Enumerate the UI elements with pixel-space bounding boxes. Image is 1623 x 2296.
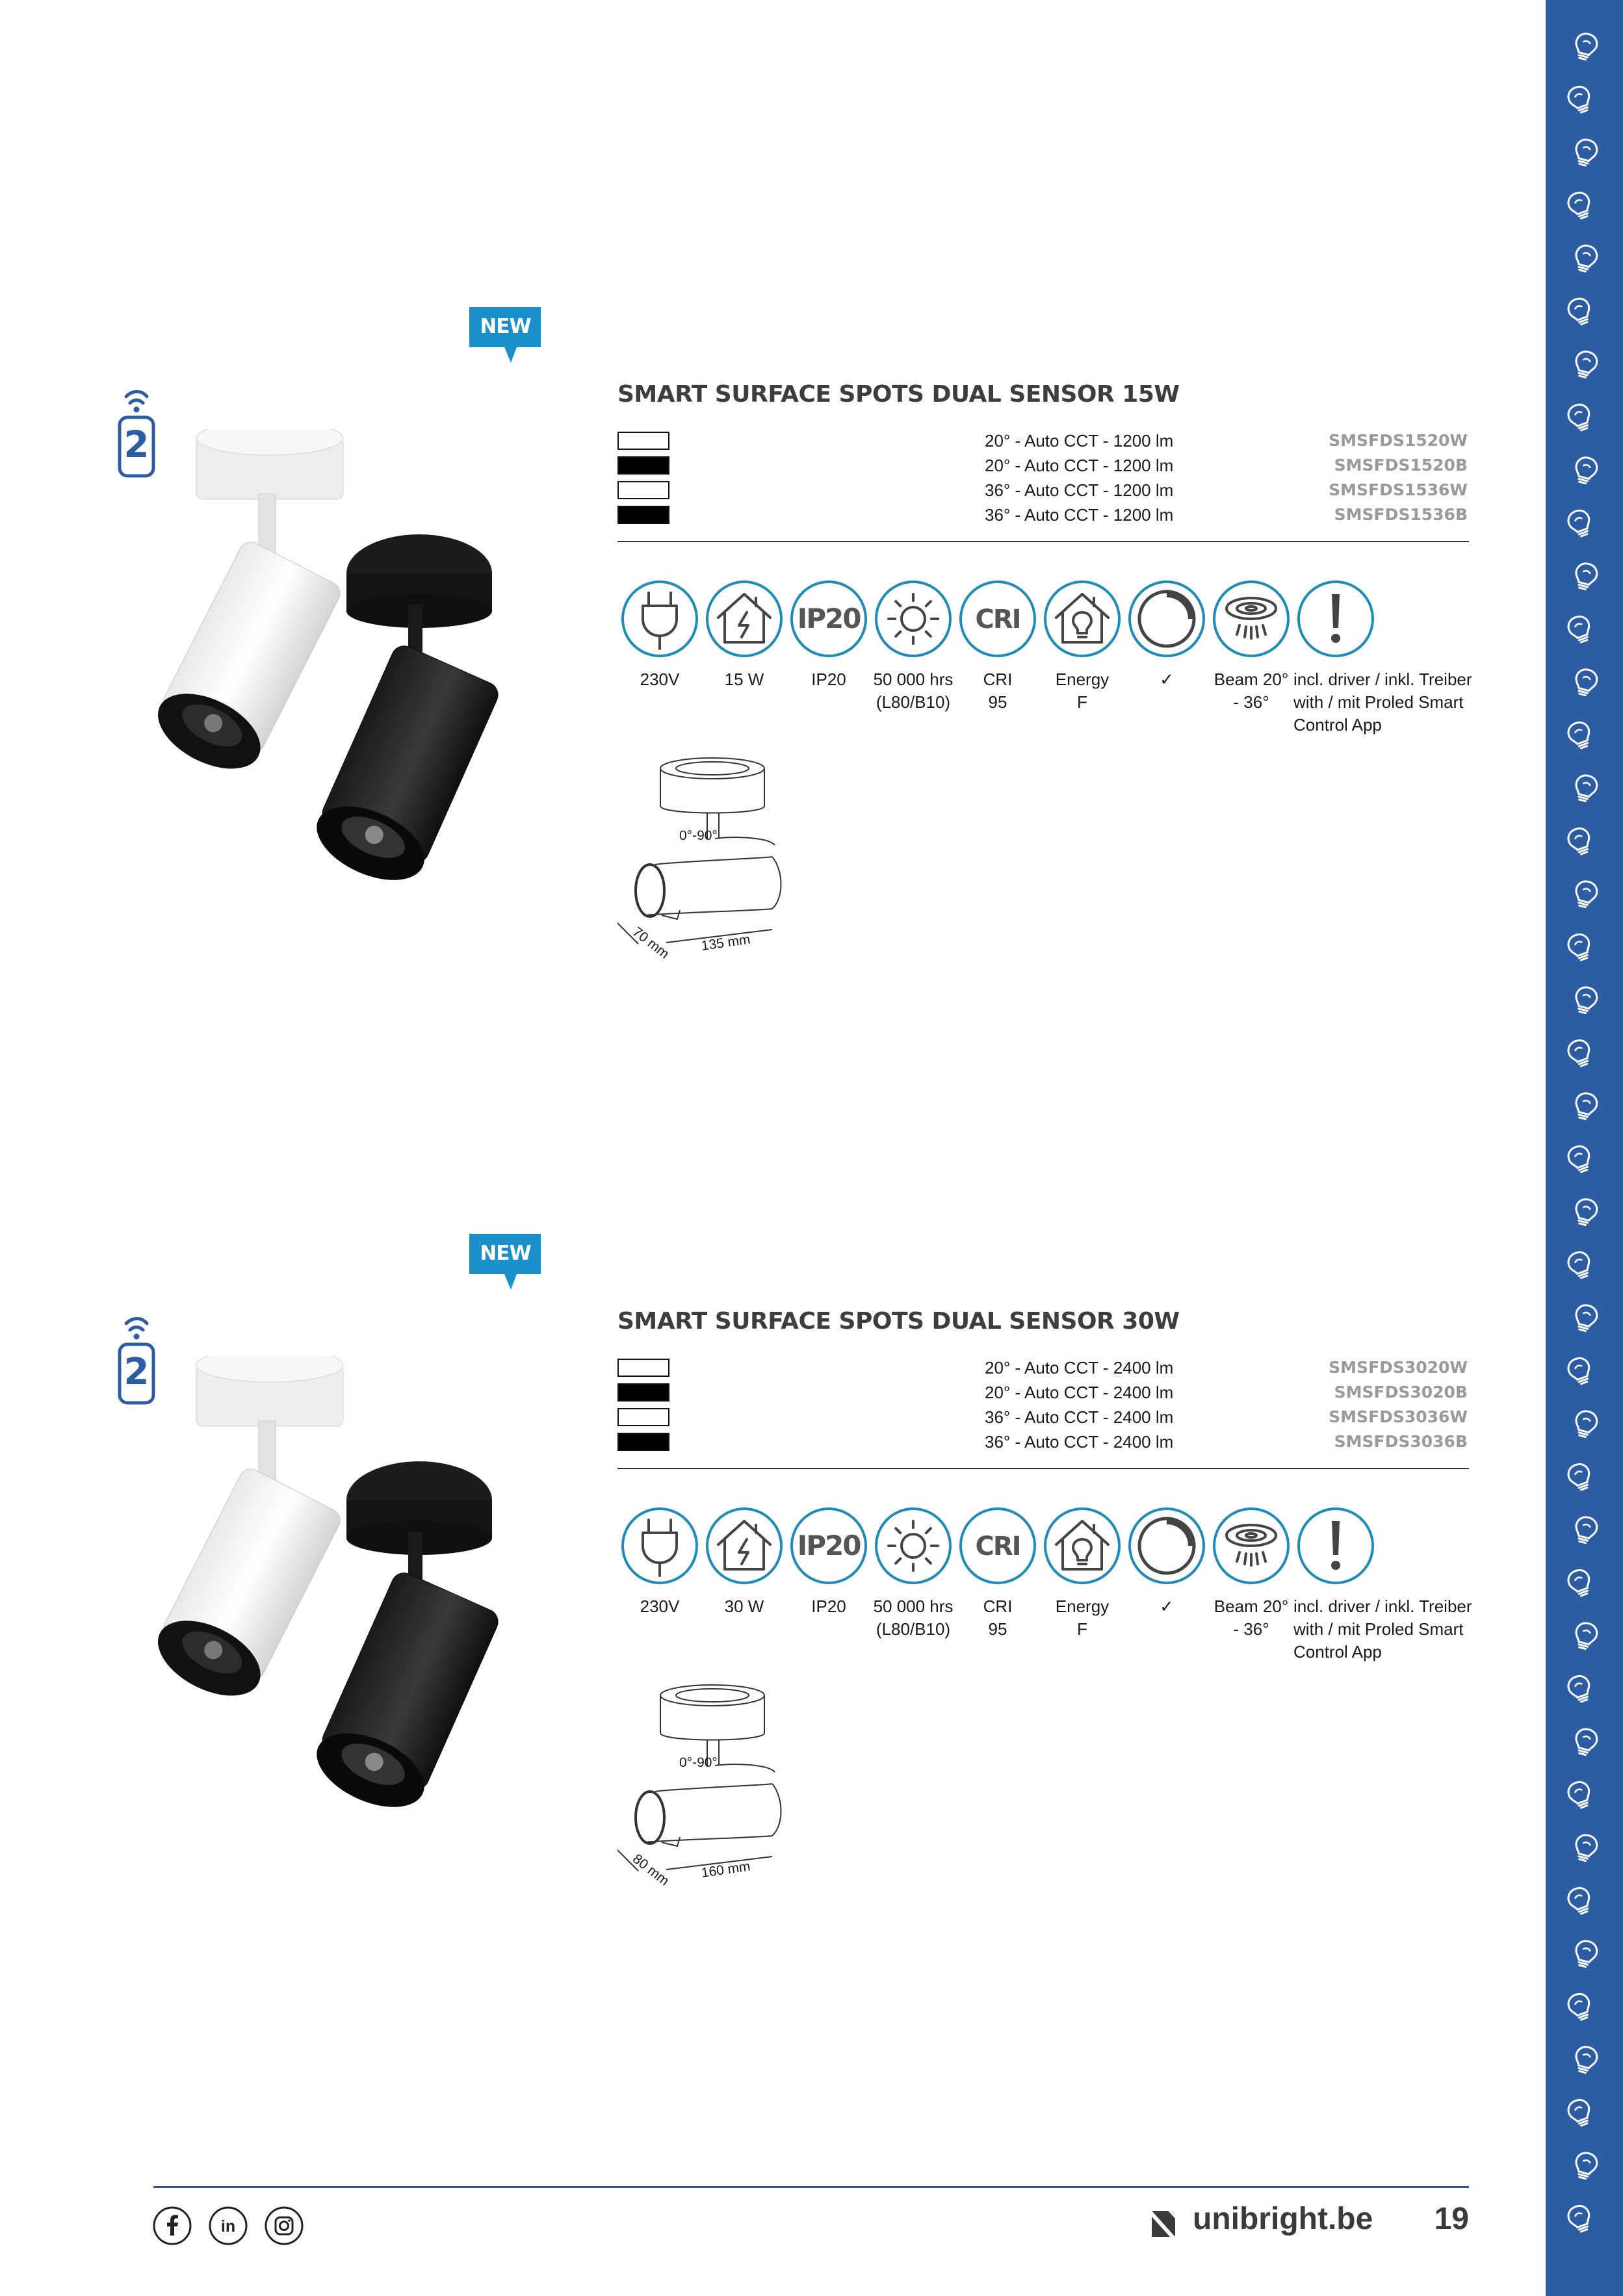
- bulb-icon: [1572, 2044, 1599, 2074]
- bulb-icon: [1572, 1303, 1599, 1333]
- variant-code: SMSFDS3036W: [1329, 1407, 1468, 1426]
- spec-label: Energy F: [1055, 1597, 1110, 1639]
- bulb-icon: [1566, 1567, 1594, 1598]
- spec-icons: [617, 579, 1475, 748]
- plug-icon: [619, 579, 700, 659]
- finish-swatch-white: [617, 481, 669, 499]
- bulb-icon: [1572, 985, 1599, 1015]
- spec-label: 50 000 hrs (L80/B10): [873, 670, 954, 712]
- bulb-icon: [1572, 1621, 1599, 1650]
- ip20-icon: [788, 579, 869, 659]
- house-bulb-icon: [1042, 579, 1123, 659]
- bulb-icon: [1572, 2150, 1599, 2180]
- bulb-icon: [1572, 561, 1599, 591]
- variant-row: [617, 1430, 1469, 1455]
- finish-swatch-white: [617, 1359, 669, 1377]
- spec-label: incl. driver / inkl. Treiber with / mit Proled Smart Control App: [1293, 670, 1472, 735]
- exclamation-icon: [1295, 579, 1376, 659]
- bulb-icon: [1566, 1143, 1594, 1175]
- spec-label: 230V: [640, 1597, 680, 1616]
- variant-code: SMSFDS3020W: [1329, 1358, 1468, 1377]
- beam-icon: [1211, 579, 1292, 659]
- svg-text:in: in: [220, 2217, 236, 2236]
- spec-label: Energy F: [1055, 670, 1110, 712]
- beam-icon: [1211, 1506, 1292, 1586]
- bulb-icon: [1566, 1037, 1594, 1069]
- finish-swatch-black: [617, 1383, 669, 1402]
- bulb-icon: [1572, 455, 1599, 485]
- bulb-icon: [1572, 1515, 1599, 1545]
- instagram-icon[interactable]: [264, 2206, 304, 2246]
- facebook-icon[interactable]: [152, 2206, 192, 2246]
- bulb-icon: [1566, 826, 1594, 857]
- new-badge: [468, 1233, 543, 1291]
- finish-swatch-black: [617, 506, 669, 524]
- svg-text:70 mm: 70 mm: [629, 924, 672, 962]
- spec-label: 230V: [640, 670, 680, 689]
- house-lightning-icon: [704, 1506, 785, 1586]
- spec-label: Beam 20° - 36°: [1214, 670, 1289, 712]
- bulb-icon: [1572, 1091, 1599, 1121]
- bulb-icon: [1566, 1461, 1594, 1493]
- sun-icon: [873, 1506, 954, 1586]
- variant-description: 20° - Auto CCT - 1200 lm: [985, 431, 1174, 450]
- spec-label: 15 W: [724, 670, 764, 689]
- remote-number: 2: [123, 1351, 149, 1393]
- bulb-icon: [1566, 614, 1594, 645]
- unibright-logo-icon: [1150, 2210, 1176, 2238]
- bulb-pattern: [1546, 0, 1623, 2296]
- bulb-icon: [1566, 720, 1594, 751]
- bulb-icon: [1566, 1249, 1594, 1281]
- bulb-icon: [1572, 1833, 1599, 1862]
- bulb-icon: [1572, 773, 1599, 803]
- variant-code: SMSFDS1536B: [1334, 505, 1468, 524]
- svg-text:CRI: CRI: [975, 1532, 1020, 1561]
- remote-number: 2: [123, 424, 149, 466]
- finish-swatch-white: [617, 1408, 669, 1426]
- dimension-diagram: [617, 754, 825, 975]
- bulb-icon: [1566, 2097, 1594, 2128]
- bulb-icon: [1566, 1673, 1594, 1704]
- cri-icon: [957, 1506, 1038, 1586]
- exclamation-icon: [1295, 1506, 1376, 1586]
- bulb-icon: [1566, 508, 1594, 539]
- spec-label: IP20: [811, 670, 846, 689]
- variant-list: [617, 1356, 1469, 1455]
- bulb-icon: [1572, 1938, 1599, 1968]
- bulb-icon: [1566, 190, 1594, 221]
- product-title: SMART SURFACE SPOTS DUAL SENSOR 30W: [617, 1308, 1180, 1335]
- bulb-icon: [1572, 1409, 1599, 1439]
- variant-description: 20° - Auto CCT - 1200 lm: [985, 456, 1174, 475]
- variant-row: [617, 1405, 1469, 1430]
- new-badge-label: NEW: [480, 315, 531, 338]
- variant-row: [617, 1356, 1469, 1381]
- svg-text:80 mm: 80 mm: [629, 1851, 672, 1889]
- variant-code: SMSFDS3036B: [1334, 1432, 1468, 1451]
- product-photo: [130, 1356, 559, 1837]
- spec-label: incl. driver / inkl. Treiber with / mit Proled Smart Control App: [1293, 1597, 1472, 1662]
- page-number: 19: [1434, 2202, 1469, 2236]
- spec-label: CRI 95: [983, 1597, 1013, 1639]
- variant-description: 20° - Auto CCT - 2400 lm: [985, 1358, 1174, 1377]
- finish-swatch-white: [617, 432, 669, 450]
- product-title: SMART SURFACE SPOTS DUAL SENSOR 15W: [617, 381, 1180, 408]
- bulb-icon: [1566, 1779, 1594, 1810]
- finish-swatch-black: [617, 456, 669, 475]
- spec-label: 50 000 hrs (L80/B10): [873, 1597, 954, 1639]
- sun-icon: [873, 579, 954, 659]
- bulb-icon: [1566, 2203, 1594, 2234]
- spec-icons: [617, 1506, 1475, 1675]
- variant-description: 36° - Auto CCT - 2400 lm: [985, 1407, 1174, 1427]
- variant-row: [617, 429, 1469, 454]
- bulb-icon: [1572, 879, 1599, 909]
- svg-text:IP20: IP20: [797, 603, 861, 634]
- svg-text:CRI: CRI: [975, 605, 1020, 634]
- side-strip: [1546, 0, 1623, 2296]
- dimmable-icon: [1126, 1506, 1207, 1586]
- new-badge: [468, 306, 543, 364]
- bulb-icon: [1566, 296, 1594, 327]
- variant-code: SMSFDS1520B: [1334, 456, 1468, 475]
- bulb-icon: [1572, 1727, 1599, 1756]
- variant-code: SMSFDS1520W: [1329, 431, 1468, 450]
- house-bulb-icon: [1042, 1506, 1123, 1586]
- variant-description: 20° - Auto CCT - 2400 lm: [985, 1383, 1174, 1402]
- bulb-icon: [1572, 667, 1599, 697]
- bulb-icon: [1572, 349, 1599, 379]
- footer-rule: [153, 2186, 1469, 2188]
- ip20-icon: [788, 1506, 869, 1586]
- variant-row: [617, 454, 1469, 478]
- spec-label: Beam 20° - 36°: [1214, 1597, 1289, 1639]
- finish-swatch-black: [617, 1433, 669, 1451]
- svg-text:135 mm: 135 mm: [700, 932, 751, 954]
- bulb-icon: [1566, 1991, 1594, 2022]
- variant-code: SMSFDS1536W: [1329, 480, 1468, 499]
- spec-label: 30 W: [724, 1597, 764, 1616]
- spec-label: IP20: [811, 1597, 846, 1616]
- variant-row: [617, 478, 1469, 503]
- bulb-icon: [1566, 932, 1594, 963]
- dimmable-icon: [1126, 579, 1207, 659]
- variant-code: SMSFDS3020B: [1334, 1383, 1468, 1402]
- svg-text:0°-90°: 0°-90°: [679, 1755, 718, 1770]
- bulb-icon: [1572, 1197, 1599, 1227]
- svg-text:160 mm: 160 mm: [700, 1859, 751, 1881]
- spec-label: ✓: [1160, 1597, 1174, 1616]
- dimension-diagram: [617, 1681, 825, 1902]
- cri-icon: [957, 579, 1038, 659]
- spec-label: ✓: [1160, 670, 1174, 689]
- variant-list: [617, 429, 1469, 528]
- svg-text:IP20: IP20: [797, 1530, 861, 1561]
- bulb-icon: [1566, 84, 1594, 115]
- svg-text:0°-90°: 0°-90°: [679, 828, 718, 843]
- bulb-icon: [1566, 402, 1594, 433]
- variant-description: 36° - Auto CCT - 1200 lm: [985, 480, 1174, 500]
- bulb-icon: [1566, 1355, 1594, 1387]
- variant-row: [617, 1381, 1469, 1405]
- house-lightning-icon: [704, 579, 785, 659]
- bulb-icon: [1566, 1885, 1594, 1916]
- bulb-icon: [1572, 243, 1599, 273]
- bulb-icon: [1572, 31, 1599, 61]
- bulb-icon: [1572, 137, 1599, 167]
- spec-label: CRI 95: [983, 670, 1013, 712]
- section-rule: [617, 1468, 1469, 1469]
- product-photo: [130, 429, 559, 910]
- variant-description: 36° - Auto CCT - 1200 lm: [985, 505, 1174, 525]
- new-badge-label: NEW: [480, 1242, 531, 1265]
- plug-icon: [619, 1506, 700, 1586]
- linkedin-icon[interactable]: [208, 2206, 248, 2246]
- section-rule: [617, 541, 1469, 542]
- site-name[interactable]: unibright.be: [1193, 2202, 1373, 2236]
- variant-row: [617, 503, 1469, 528]
- variant-description: 36° - Auto CCT - 2400 lm: [985, 1432, 1174, 1452]
